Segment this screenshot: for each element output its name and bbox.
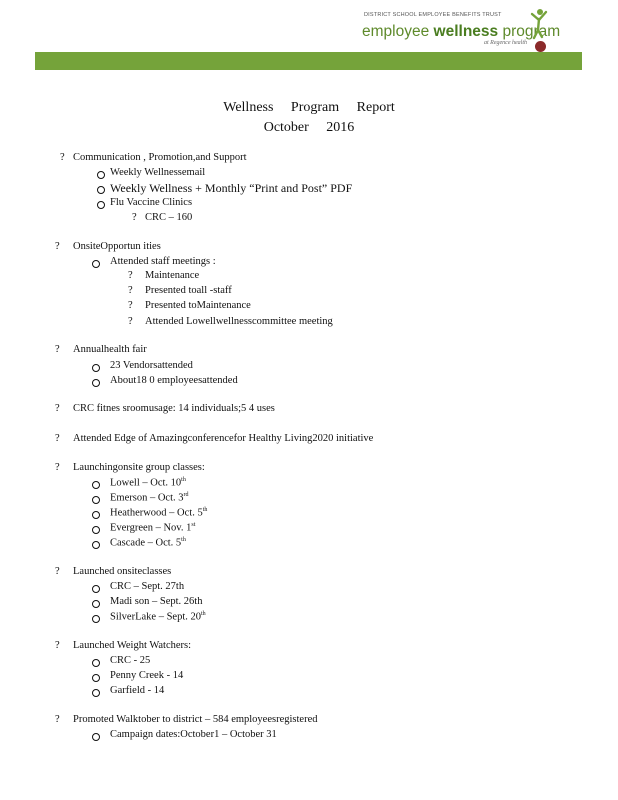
sub-bullet-icon bbox=[92, 733, 100, 741]
list-item: Emerson – Oct. 3rd bbox=[110, 492, 189, 504]
sub-bullet-icon bbox=[97, 201, 105, 209]
list-item: Cascade – Oct. 5th bbox=[110, 537, 186, 549]
logo-program-text: employee wellness program bbox=[362, 23, 561, 40]
list-item: Penny Creek - 14 bbox=[110, 670, 184, 681]
list-item: Lowell – Oct. 10th bbox=[110, 477, 186, 489]
list-item: CRC fitnes sroomusage: 14 individuals;5 4 uses bbox=[73, 403, 275, 414]
list-bullet-icon: ? bbox=[128, 300, 133, 311]
list-item: About18 0 employeesattended bbox=[110, 375, 238, 386]
sub-bullet-icon bbox=[92, 659, 100, 667]
jumping-person-icon bbox=[530, 8, 548, 40]
list-bullet-icon: ? bbox=[55, 403, 60, 414]
list-item: Presented toall -staff bbox=[145, 285, 232, 296]
list-bullet-icon: ? bbox=[128, 316, 133, 327]
list-item: Madi son – Sept. 26th bbox=[110, 596, 203, 607]
sub-bullet-icon bbox=[92, 364, 100, 372]
list-item: OnsiteOpportun ities bbox=[73, 241, 161, 252]
list-item: Promoted Walktober to district – 584 employeesregistered bbox=[73, 714, 318, 725]
list-item: Campaign dates:October1 – October 31 bbox=[110, 729, 277, 740]
list-item: 23 Vendorsattended bbox=[110, 360, 193, 371]
list-bullet-icon: ? bbox=[55, 714, 60, 725]
list-item: CRC – 160 bbox=[145, 212, 193, 223]
sub-bullet-icon bbox=[92, 585, 100, 593]
header-accent-bar bbox=[35, 52, 582, 70]
list-bullet-icon: ? bbox=[55, 640, 60, 651]
sub-bullet-icon bbox=[97, 186, 105, 194]
report-title: Wellness Program Report bbox=[223, 100, 395, 115]
list-bullet-icon: ? bbox=[55, 433, 60, 444]
list-item: Weekly Wellness + Monthly “Print and Post” PDF bbox=[110, 181, 353, 195]
list-item: CRC - 25 bbox=[110, 655, 151, 666]
list-item: CRC – Sept. 27th bbox=[110, 581, 185, 592]
list-bullet-icon: ? bbox=[60, 152, 65, 163]
list-bullet-icon: ? bbox=[55, 462, 60, 473]
list-bullet-icon: ? bbox=[128, 285, 133, 296]
sub-bullet-icon bbox=[92, 600, 100, 608]
sub-bullet-icon bbox=[92, 674, 100, 682]
list-item: Attended Lowellwellnesscommittee meeting bbox=[145, 316, 333, 327]
sub-bullet-icon bbox=[92, 511, 100, 519]
list-bullet-icon: ? bbox=[55, 344, 60, 355]
logo-badge-icon bbox=[535, 41, 546, 52]
program-logo bbox=[362, 8, 561, 52]
list-item: Attended staff meetings : bbox=[110, 256, 216, 267]
list-item: Annualhealth fair bbox=[73, 344, 147, 355]
list-item: SilverLake – Sept. 20th bbox=[110, 611, 206, 623]
list-item: Launched onsiteclasses bbox=[73, 566, 172, 577]
list-item: Communication , Promotion,and Support bbox=[73, 152, 247, 163]
sub-bullet-icon bbox=[92, 526, 100, 534]
report-date: October 2016 bbox=[263, 120, 355, 135]
sub-bullet-icon bbox=[92, 615, 100, 623]
sub-bullet-icon bbox=[92, 379, 100, 387]
sub-bullet-icon bbox=[92, 541, 100, 549]
list-bullet-icon: ? bbox=[55, 566, 60, 577]
list-item: Heatherwood – Oct. 5th bbox=[110, 507, 208, 519]
list-bullet-icon: ? bbox=[132, 212, 137, 223]
list-item: Presented toMaintenance bbox=[145, 300, 251, 311]
list-item: Evergreen – Nov. 1st bbox=[110, 522, 196, 534]
logo-tagline: at Regence health bbox=[484, 40, 527, 46]
sub-bullet-icon bbox=[92, 496, 100, 504]
list-bullet-icon: ? bbox=[128, 270, 133, 281]
sub-bullet-icon bbox=[97, 171, 105, 179]
list-item: Attended Edge of Amazingconferencefor Healthy Living2020 initiative bbox=[73, 433, 374, 444]
list-item: Launched Weight Watchers: bbox=[73, 640, 192, 651]
sub-bullet-icon bbox=[92, 481, 100, 489]
list-item: Launchingonsite group classes: bbox=[73, 462, 205, 473]
sub-bullet-icon bbox=[92, 260, 100, 268]
list-bullet-icon: ? bbox=[55, 241, 60, 252]
list-item: Maintenance bbox=[145, 270, 200, 281]
sub-bullet-icon bbox=[92, 689, 100, 697]
list-item: Weekly Wellnessemail bbox=[110, 167, 206, 178]
logo-district-text: DISTRICT SCHOOL EMPLOYEE BENEFITS TRUST bbox=[364, 12, 502, 18]
list-item: Garfield - 14 bbox=[110, 685, 165, 696]
list-item: Flu Vaccine Clinics bbox=[110, 197, 193, 208]
